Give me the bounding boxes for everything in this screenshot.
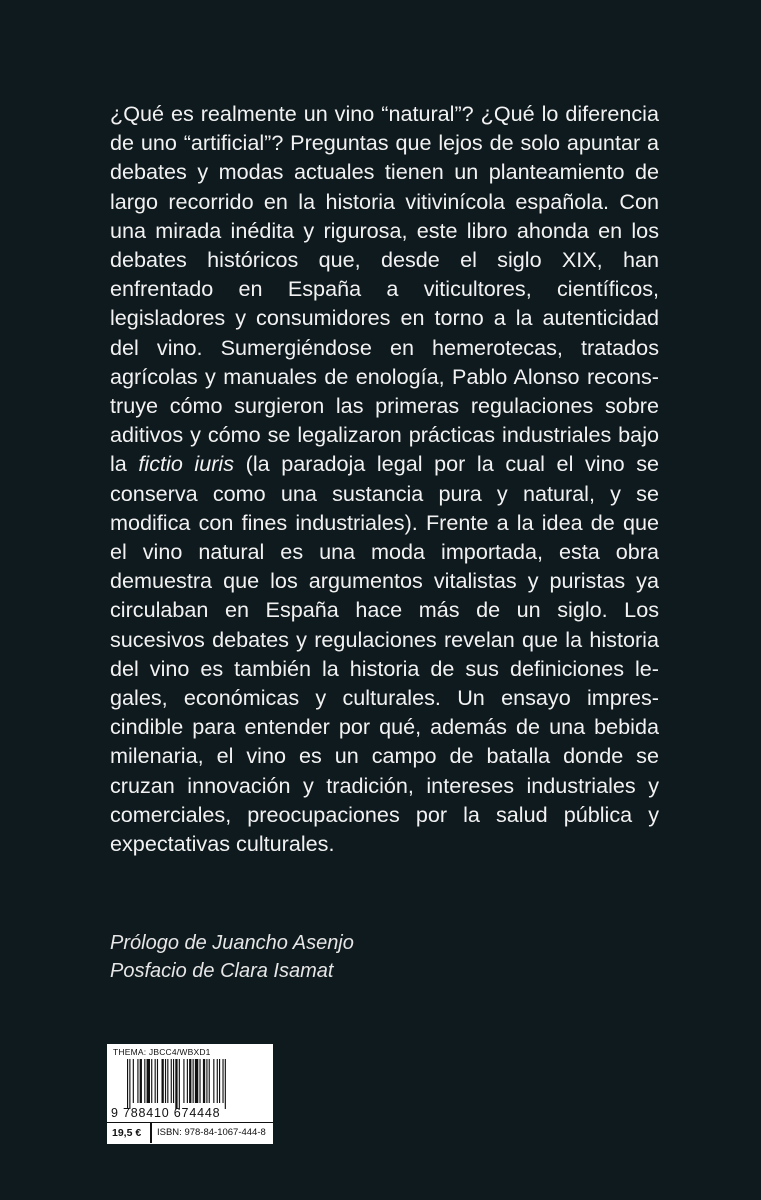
barcode-bar [209,1059,210,1103]
price: 19,5 € [112,1127,142,1139]
barcode-bar [199,1059,200,1103]
price-row [107,1122,273,1143]
barcode-bar [189,1059,191,1103]
barcode-bar [175,1059,177,1109]
barcode-bar [173,1059,174,1103]
prologue-credit: Prólogo de Juancho Asenjo [110,932,354,954]
barcode-bar [183,1059,184,1103]
blurb-text-part-1: ¿Qué es realmente un vino “natural”? ¿Qué lo diferencia de uno “artificial”? Preguntas que lejos de solo apuntar a debates y modas actuales tienen un planteamiento de largo recorrido en la historia vitivinícola española. Con una mirada inédita y rigurosa, este libro ahonda en los debates históricos que, desde el siglo XIX, han enfrentado en España a viticultores, científicos, legisladores y consumidores en torno a la autenticidad del vino. Sumergiéndose en hemerotecas, tratados agrícolas y manuales de enología, Pablo Alonso reconstruye cómo surgieron las primeras regulaciones sobre aditivos y cómo se legalizaron prácticas industriales bajo la [110,101,659,477]
barcode-bar [155,1059,156,1103]
barcode-bar [162,1059,164,1103]
barcode-bar [217,1059,218,1103]
barcode-bar [140,1059,142,1103]
barcode-bar [133,1059,134,1103]
blurb-text-part-2: (la paradoja legal por la cual el vino se conserva como una sustancia pura y natural, y se modifica con fines industriales). Frente a la idea de que el vino natural es una moda importada, esta obra demuestra que los argumentos vitalistas y puristas ya circulaban en España hace más de un siglo. Los sucesivos debates y regulaciones revelan que la historia del vino es también la historia de sus definiciones legales, económicas y culturales. Un ensayo imprescindible para entender por qué, además de una bebida milenaria, el vino es un campo de batalla donde se cruzan innovación y tradición, intereses industriales y comerciales, preocupaciones por la salud pública y expectativas culturales. [110,451,659,857]
barcode-bar [193,1059,194,1103]
barcode-bars [127,1059,269,1109]
blurb-italic-term: fictio iuris [138,451,235,477]
barcode-bar [165,1059,166,1103]
barcode-bar [137,1059,138,1103]
barcode-bar [195,1059,198,1103]
barcode-bar [179,1059,180,1109]
barcode-bar [129,1059,130,1109]
price-divider [150,1123,152,1143]
barcode-bar [157,1059,158,1103]
barcode-bar [167,1059,168,1103]
barcode-bar [203,1059,205,1103]
back-cover-blurb [110,99,659,858]
barcode-bar [225,1059,226,1109]
barcode-bar [219,1059,220,1103]
barcode-bar [206,1059,207,1103]
barcode-bar [213,1059,214,1103]
barcode-bar [222,1059,223,1103]
barcode-bar [151,1059,152,1103]
isbn-number: ISBN: 978-84-1067-444-8 [157,1127,266,1138]
barcode-digits: 9 788410 674448 [111,1106,221,1120]
barcode-bar [187,1059,188,1103]
postface-credit: Posfacio de Clara Isamat [110,960,334,982]
barcode-bar [144,1059,145,1103]
barcode-box [107,1044,273,1144]
barcode-bar [171,1059,172,1103]
barcode-bar [147,1059,150,1103]
barcode-bar [127,1059,128,1109]
credits [110,929,354,985]
thema-code: THEMA: JBCC4/WBXD1 [113,1047,211,1057]
